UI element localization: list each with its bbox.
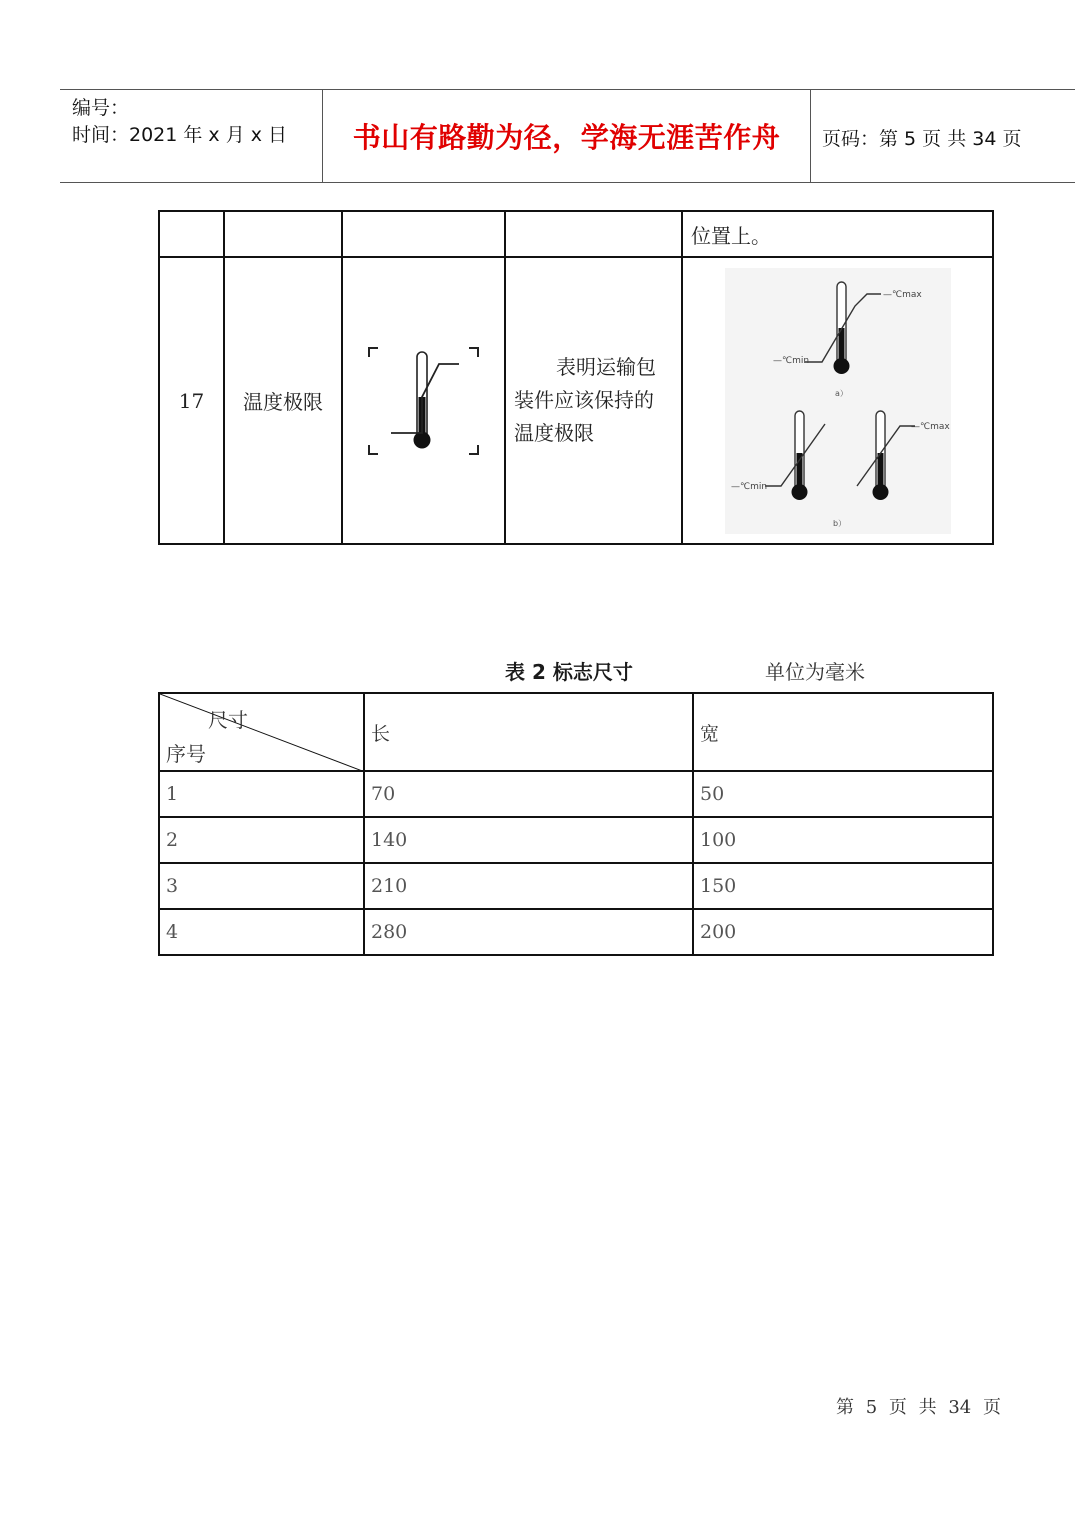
width-value: 50 — [693, 771, 993, 817]
table-row — [159, 909, 993, 955]
table2-caption: 表 2 标志尺寸 — [505, 660, 633, 684]
figure-b-label: b） — [832, 518, 846, 528]
table-row — [159, 211, 993, 257]
tmin-label: —℃min — [772, 355, 809, 366]
document-number-label: 编号： — [72, 97, 130, 119]
header-divider — [810, 89, 811, 182]
table-row — [159, 257, 993, 544]
symbol-graphic-cell — [342, 257, 505, 544]
width-value: 150 — [693, 863, 993, 909]
symbol-description: 表明运输包装件应该保持的温度极限 — [505, 257, 682, 544]
table-cell — [342, 211, 505, 257]
tmax-label: —℃max — [882, 289, 922, 300]
width-value: 100 — [693, 817, 993, 863]
table-cell — [505, 211, 682, 257]
row-number: 2 — [159, 817, 364, 863]
header-top-rule — [60, 89, 1075, 90]
header-motto: 书山有路勤为径，学海无涯苦作舟 — [352, 121, 781, 154]
table-row — [159, 771, 993, 817]
serial-header-label: 序号 — [166, 742, 206, 766]
symbol-example-cell — [682, 257, 993, 544]
table-row — [159, 817, 993, 863]
table-cell — [224, 211, 342, 257]
size-header-label: 尺寸 — [208, 708, 248, 732]
length-value: 210 — [364, 863, 693, 909]
row-number: 1 — [159, 771, 364, 817]
length-value: 280 — [364, 909, 693, 955]
continued-text: 位置上。 — [682, 211, 993, 257]
length-header: 长 — [364, 693, 693, 771]
diagonal-header-cell — [159, 693, 364, 771]
row-number: 3 — [159, 863, 364, 909]
header-bottom-rule — [60, 182, 1075, 183]
table2-unit: 单位为毫米 — [765, 660, 865, 684]
symbol-name: 温度极限 — [224, 257, 342, 544]
table-row — [159, 863, 993, 909]
length-value: 140 — [364, 817, 693, 863]
footer-page-number: 第 5 页 共 34 页 — [836, 1397, 1001, 1418]
width-value: 200 — [693, 909, 993, 955]
size-table — [158, 692, 994, 956]
row-number: 4 — [159, 909, 364, 955]
tmin-label: —℃min — [730, 481, 767, 492]
thermometer-examples-figure — [725, 268, 951, 534]
tmax-label: —℃max — [910, 421, 950, 432]
row-number: 17 — [159, 257, 224, 544]
symbol-table — [158, 210, 994, 545]
table-cell — [159, 211, 224, 257]
header-page-info: 页码：第 5 页 共 34 页 — [822, 128, 1022, 150]
thermometer-icon — [366, 345, 481, 457]
width-header: 宽 — [693, 693, 993, 771]
figure-a-label: a） — [834, 388, 848, 398]
length-value: 70 — [364, 771, 693, 817]
table-header-row — [159, 693, 993, 771]
document-time-label: 时间：2021 年 x 月 x 日 — [72, 124, 288, 146]
